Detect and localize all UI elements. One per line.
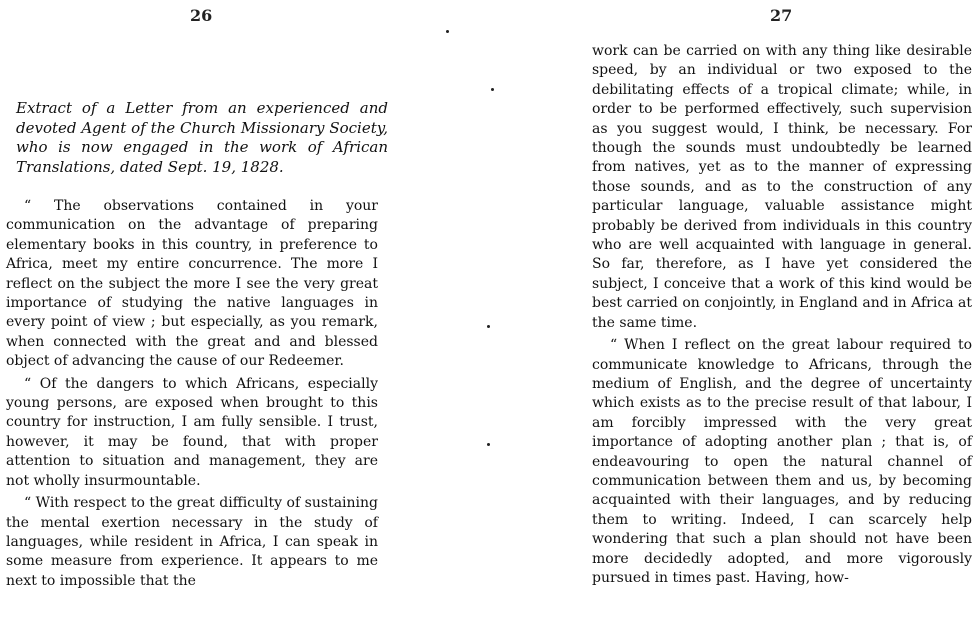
left-page	[0, 0, 400, 628]
paragraph: “ With respect to the great difficulty of sustaining the mental exertion necessary in the study of languages, while resident in Africa, I can speak in some measure from experience. It appears to me next to impossible that the	[6, 495, 378, 589]
left-page-body	[6, 197, 378, 591]
paragraph: “ When I reflect on the great labour required to communicate knowledge to Africans, through the medium of English, and the degree of uncertainty which exists as to the precise result of that labour, I am forcibly impressed with the very great importance of adopting another plan ; that is, of endeavouring to open the natural channel of communication between them and us, by becoming acquainted with their languages, and by reducing them to writing. Indeed, I can scarcely help wondering that such a plan should not have been more decidedly adopted, and more vigorously pursued in times past. Having, how-	[592, 337, 972, 586]
paragraph: “ The observations contained in your communication on the advantage of preparing elementary books in this country, in preference to Africa, meet my entire concurrence. The more I reflect on the subject the more I see the very great importance of studying the native languages in every point of view ; but especially, as you remark, when connected with the great and and blessed object of advancing the cause of our Redeemer.	[6, 198, 378, 370]
page-number-right: 27	[770, 6, 793, 25]
paragraph: work can be carried on with any thing like desirable speed, by an individual or two exposed to the debilitating effects of a tropical climate; while, in order to be performed effectively, such supervision as you suggest would, I think, be necessary. For though the sounds must undoubtedly be learned from natives, yet as to the manner of expressing those sounds, and as to the construction of any particular language, valuable assistance might probably be derived from individuals in this country who are well acquainted with language in general. So far, therefore, as I have yet considered the subject, I conceive that a work of this kind would be best carried on conjointly, in England and in Africa at the same time.	[592, 43, 972, 331]
right-page	[580, 0, 980, 628]
paragraph: “ Of the dangers to which Africans, especially young persons, are exposed when brought to this country for instruction, I am fully sensible. I trust, however, it may be found, that with proper attention to situation and management, they are not wholly insurmountable.	[6, 375, 378, 489]
right-page-body	[592, 42, 972, 588]
page-number-left: 26	[190, 6, 213, 25]
letter-heading: Extract of a Letter from an experienced and devoted Agent of the Church Missionary Society, who is now engaged in the work of African Translations, dated Sept. 19, 1828.	[16, 99, 388, 176]
scan-speck	[487, 325, 490, 328]
scan-speck	[446, 30, 449, 33]
scan-speck	[491, 88, 494, 91]
scan-speck	[487, 443, 490, 446]
